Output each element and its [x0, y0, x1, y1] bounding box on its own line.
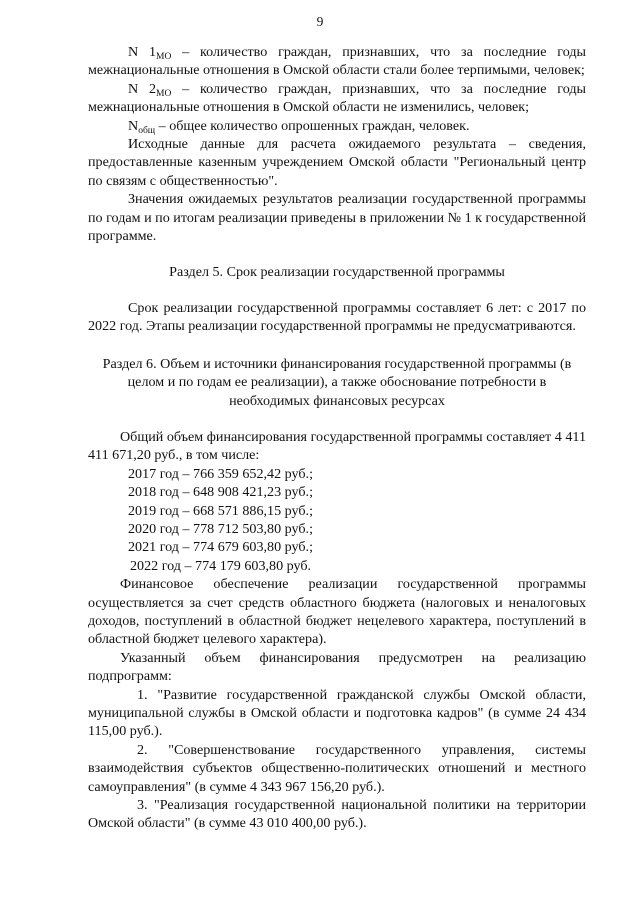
- n1-description: – количество граждан, признавших, что за последние годы межнациональные отношения в Омской области стали более терпимыми, человек;: [88, 44, 586, 79]
- source-data-paragraph: Исходные данные для расчета ожидаемого результата – сведения, предоставленные казенным учреждением Омской области "Региональный центр по связям с общественностью".: [88, 136, 586, 189]
- definition-n2: [88, 80, 586, 117]
- financing-source-paragraph: Финансовое обеспечение реализации государственной программы осуществляется за счет средств областного бюджета (налоговых и неналоговых доходов, поступлений в областной бюджет нецелевого характера, поступлений в областной бюджет целевого характера).: [88, 576, 586, 648]
- subprogram-2-item: 2. "Совершенствование государственного управления, системы взаимодействия субъектов общественно-политических отношений и местного самоуправления" (в сумме 4 343 967 156,20 руб.).: [88, 741, 586, 795]
- n1-symbol: N 1: [128, 44, 157, 60]
- subprograms-intro-paragraph: Указанный объем финансирования предусмотрен на реализацию подпрограмм:: [88, 649, 586, 685]
- year-2018-line: 2018 год – 648 908 421,23 руб.;: [128, 484, 313, 501]
- year-2020-line: 2020 год – 778 712 503,80 руб.;: [128, 520, 313, 537]
- year-2022-line: 2022 год – 774 179 603,80 руб.: [130, 557, 312, 574]
- section-5-heading: Раздел 5. Срок реализации государственной программы: [169, 264, 505, 281]
- total-financing-paragraph: Общий объем финансирования государственной программы составляет 4 411 411 671,20 руб., в том числе:: [88, 428, 586, 464]
- n1-subscript: МО: [156, 52, 172, 62]
- definition-n-total: [88, 117, 586, 135]
- section-6-heading: Раздел 6. Объем и источники финансирования государственной программы (в целом и по годам ее реализации), а также обоснование потребности в необходимых финансовых ресурсах: [102, 355, 572, 409]
- n2-subscript: МО: [156, 88, 172, 99]
- year-2019-line: 2019 год – 668 571 886,15 руб.;: [128, 502, 313, 519]
- subprogram-1-item: 1. "Развитие государственной гражданской службы Омской области, муниципальной службы в Омской области и подготовка кадров" (в сумме 24 434 115,00 руб.).: [88, 686, 586, 740]
- n-total-subscript: общ: [138, 125, 156, 136]
- document-body: [88, 43, 586, 833]
- year-2021-line: 2021 год – 774 679 603,80 руб.;: [128, 539, 313, 556]
- subprogram-3-item: 3. "Реализация государственной национальной политики на территории Омской области" (в сумме 43 010 400,00 руб.).: [88, 797, 586, 832]
- definition-n1: [88, 43, 586, 80]
- n2-description: – количество граждан, признавших, что за последние годы межнациональные отношения в Омской области не изменились, человек;: [88, 80, 586, 116]
- year-2017-line: 2017 год – 766 359 652,42 руб.;: [128, 465, 313, 482]
- n-total-description: – общее количество опрошенных граждан, человек.: [155, 117, 470, 134]
- expected-values-paragraph: Значения ожидаемых результатов реализации государственной программы по годам и по итогам реализации приведены в приложении № 1 к государственной программе.: [88, 191, 586, 245]
- n-total-symbol: N: [128, 117, 139, 134]
- n2-symbol: N 2: [128, 80, 157, 97]
- page-number: 9: [316, 14, 324, 29]
- section-5-paragraph: Срок реализации государственной программы составляет 6 лет: с 2017 по 2022 год. Этапы реализации государственной программы не предусматриваются.: [88, 299, 586, 335]
